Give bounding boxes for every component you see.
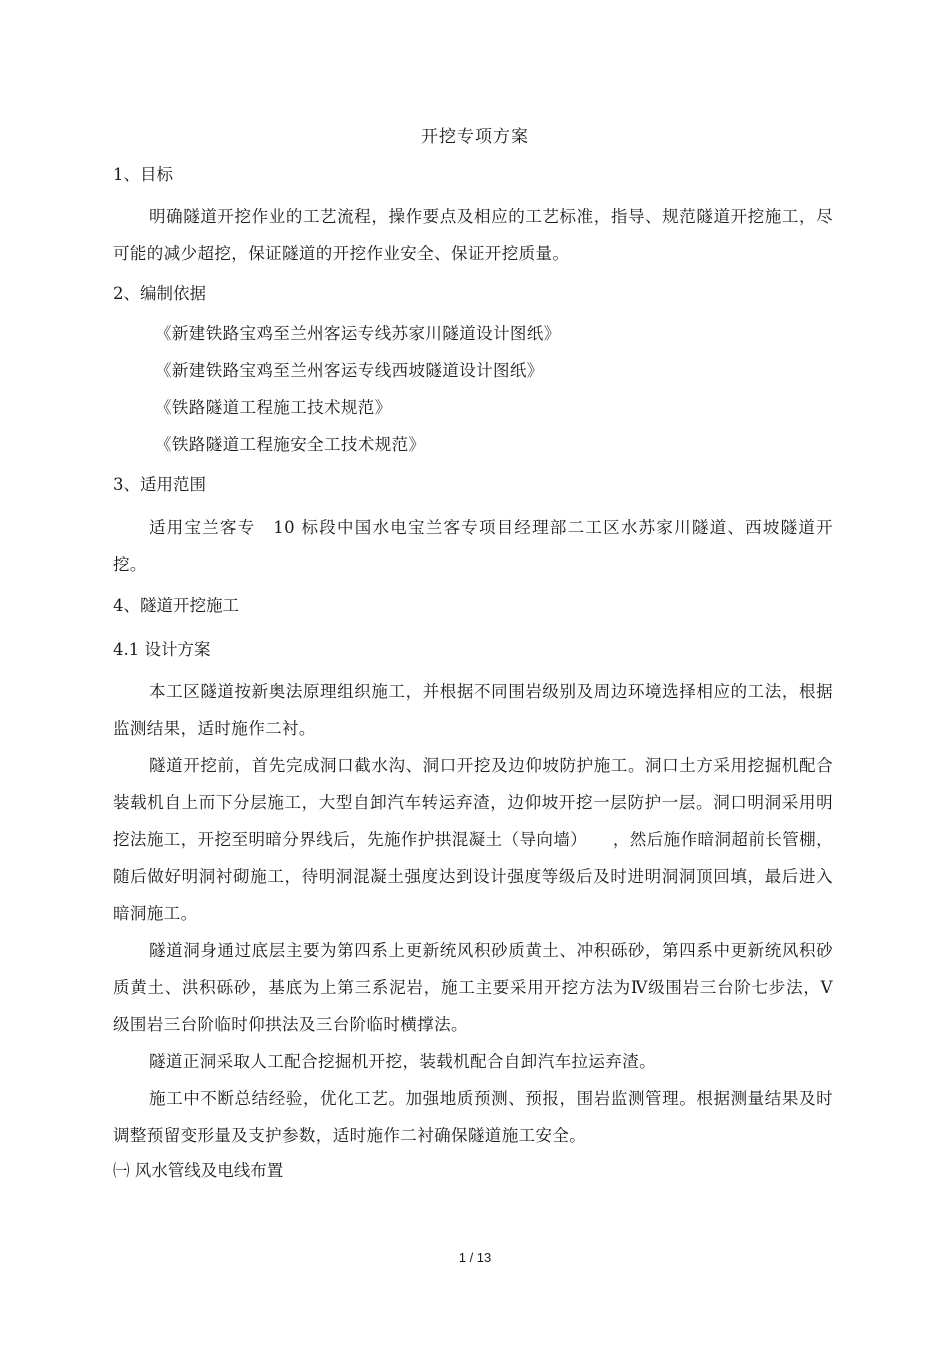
item-heading-pipelines: ㈠ 风水管线及电线布置: [113, 1161, 284, 1180]
reference-item: 《铁路隧道工程施工技术规范》: [155, 398, 392, 417]
design-paragraph: 本工区隧道按新奥法原理组织施工，并根据不同围岩级别及周边环境选择相应的工法，根据监测结果，适时施作二衬。: [113, 682, 833, 738]
design-paragraph: 隧道开挖前，首先完成洞口截水沟、洞口开挖及边仰坡防护施工。洞口土方采用挖掘机配合装载机自上而下分层施工，大型自卸汽车转运弃渣，边仰坡开挖一层防护一层。洞口明洞采用明挖法施工，开挖至明暗分界线后，先施作护拱混凝土（导向墙） ，然后施作暗洞超前长管棚，随后做好明洞衬砌施工，待明洞混凝土强度达到设计强度等级后及时进明洞洞顶回填，最后进入暗洞施工。: [113, 756, 833, 923]
design-paragraph: 隧道洞身通过底层主要为第四系上更新统风积砂质黄土、冲积砾砂，第四系中更新统风积砂质黄土、洪积砾砂，基底为上第三系泥岩，施工主要采用开挖方法为Ⅳ级围岩三台阶七步法，Ⅴ级围岩三台阶临时仰拱法及三台阶临时横撑法。: [113, 941, 833, 1034]
document-title: 开挖专项方案: [421, 127, 529, 147]
design-paragraph: 施工中不断总结经验，优化工艺。加强地质预测、预报，围岩监测管理。根据测量结果及时调整预留变形量及支护参数，适时施作二衬确保隧道施工安全。: [113, 1089, 833, 1145]
section-heading-basis: 2、编制依据: [113, 284, 206, 303]
section-paragraph-scope: 适用宝兰客专 10 标段中国水电宝兰客专项目经理部二工区水苏家川隧道、西坡隧道开挖。: [113, 518, 833, 574]
subsection-heading-design: 4.1 设计方案: [113, 640, 211, 659]
reference-item: 《新建铁路宝鸡至兰州客运专线西坡隧道设计图纸》: [155, 361, 544, 380]
section-heading-goal: 1、目标: [113, 165, 173, 184]
reference-item: 《新建铁路宝鸡至兰州客运专线苏家川隧道设计图纸》: [155, 324, 561, 343]
reference-list: [113, 315, 833, 463]
page-number: 1 / 13: [458, 1250, 492, 1265]
section-paragraph-goal: 明确隧道开挖作业的工艺流程，操作要点及相应的工艺标准，指导、规范隧道开挖施工，尽可能的减少超挖，保证隧道的开挖作业安全、保证开挖质量。: [113, 207, 833, 263]
reference-item: 《铁路隧道工程施安全工技术规范》: [155, 435, 426, 454]
design-paragraph: 隧道正洞采取人工配合挖掘机开挖，装载机配合自卸汽车拉运弃渣。: [149, 1052, 656, 1071]
section-heading-excavation: 4、隧道开挖施工: [113, 596, 239, 615]
document-body: [113, 160, 833, 1186]
section-heading-scope: 3、适用范围: [113, 475, 206, 494]
